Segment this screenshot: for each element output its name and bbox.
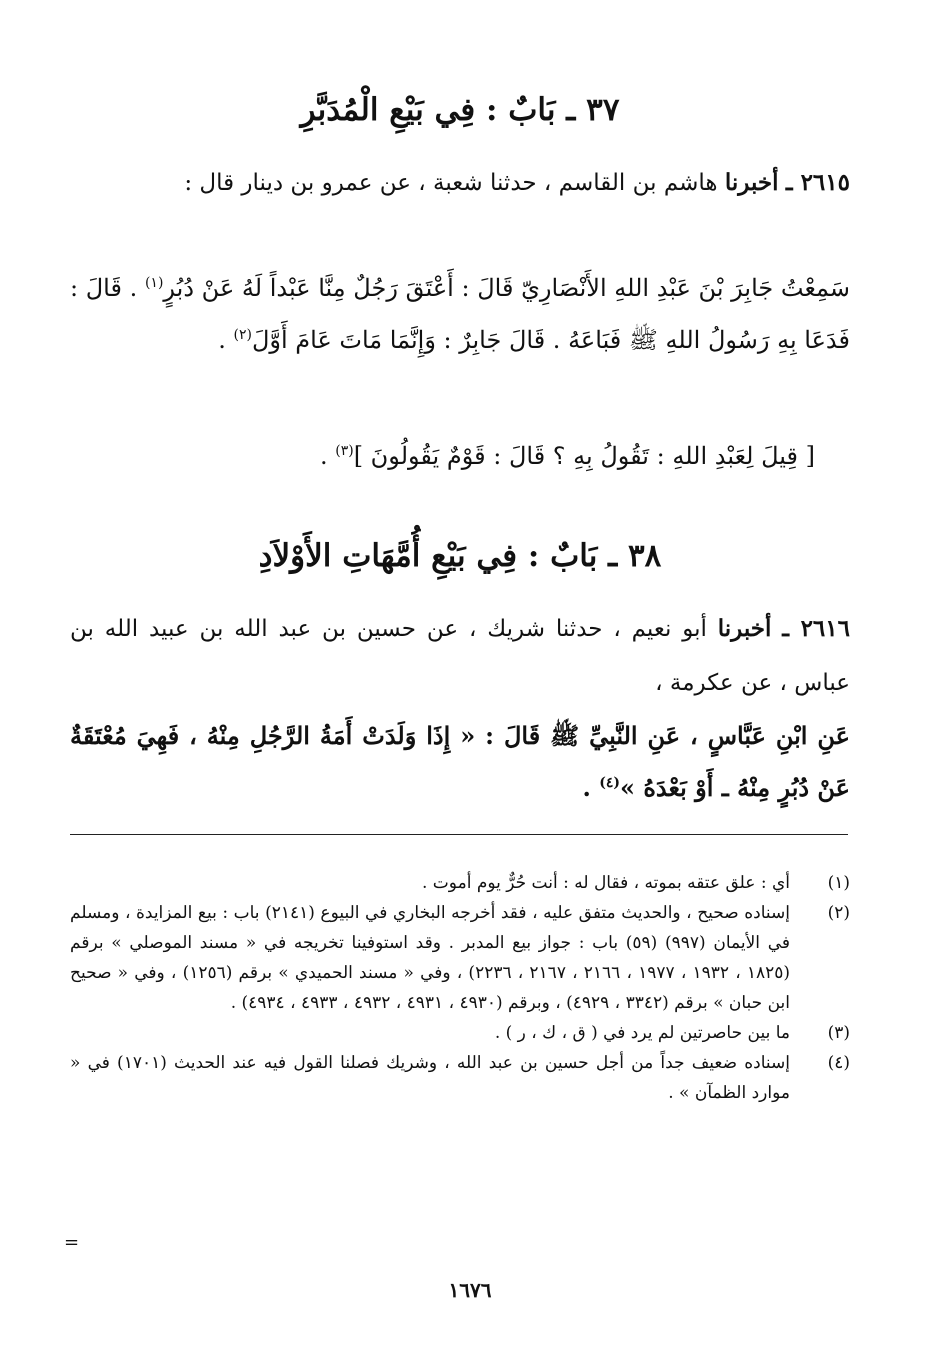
footnote-2 — [70, 898, 850, 1018]
hadith-2615-matn — [70, 262, 850, 366]
chapter-38-title: ٣٨ ـ بَابٌ : فِي بَيْعِ أُمَّهَاتِ الأَوْلاَدِ — [258, 538, 662, 574]
hadith-2615-matn-cont: . قَالَ : فَدَعَا بِهِ رَسُولُ اللهِ ﷺ فَبَاعَهُ . قَالَ جَابِرٌ : وَإِنَّمَا مَاتَ عَامَ أَوَّلَ — [70, 274, 850, 354]
continuation-mark: = — [64, 1232, 80, 1253]
chapter-37-title: ٣٧ ـ بَابٌ : فِي بَيْعِ الْمُدَبَّرِ — [300, 92, 620, 128]
hadith-2616-matn-text: عَنِ ابْنِ عَبَّاسٍ ، عَنِ النَّبِيِّ ﷺ قَالَ : « إِذَا وَلَدَتْ أَمَةُ الرَّجُلِ مِنْهُ ، فَهِيَ مُعْتَقَةٌ عَنْ دُبُرٍ مِنْهُ ـ أَوْ بَعْدَهُ » — [70, 721, 850, 802]
hadith-2615-number: ٢٦١٥ ـ — [785, 169, 850, 196]
footnote-3 — [70, 1018, 850, 1048]
footnote-separator — [70, 834, 848, 835]
hadith-2616-chain: أبو نعيم ، حدثنا شريك ، عن حسين بن عبد الله بن عبيد الله بن عباس ، عن عكرمة ، — [70, 616, 850, 696]
hadith-2616-isnad — [70, 602, 850, 710]
hadith-2616-number: ٢٦١٦ ـ — [782, 615, 850, 642]
hadith-2616-matn-end: . — [582, 773, 591, 802]
footnote-ref-4[interactable]: (٤) — [599, 775, 620, 791]
footnote-number: (٣) — [827, 1023, 850, 1043]
footnote-number: (٢) — [827, 903, 850, 923]
page-number: ١٦٧٦ — [448, 1278, 492, 1302]
footnote-number: (٤) — [827, 1053, 850, 1073]
footnote-number: (١) — [827, 873, 850, 893]
footnote-ref-3[interactable]: (٣) — [335, 443, 354, 459]
hadith-2615-matn-end: . — [218, 326, 226, 354]
hadith-2616-lead: أخبرنا — [717, 615, 772, 642]
hadith-2615-addition — [250, 430, 815, 482]
footnote-ref-2[interactable]: (٢) — [233, 327, 252, 343]
hadith-2615-addition-text: [ قِيلَ لِعَبْدِ اللهِ : تَقُولُ بِهِ ؟ قَالَ : قَوْمٌ يَقُولُونَ ] — [353, 442, 815, 470]
footnote-text: أي : علق عتقه بموته ، فقال له : أنت حُرٌّ يوم أموت . — [422, 873, 790, 893]
hadith-2616-matn — [70, 710, 850, 814]
footnote-text: إسناده ضعيف جداً من أجل حسين بن عبد الله ، وشريك فصلنا القول فيه عند الحديث (١٧٠١) في « موارد الظمآن » . — [70, 1053, 790, 1103]
footnote-text: ما بين حاصرتين لم يرد في ( ق ، ك ، ر ) . — [494, 1023, 790, 1043]
footnote-1 — [70, 868, 850, 898]
hadith-2615-isnad — [70, 156, 850, 210]
hadith-2615-lead: أخبرنا — [724, 169, 779, 196]
hadith-2615-addition-end: . — [319, 442, 328, 470]
hadith-2615-chain: هاشم بن القاسم ، حدثنا شعبة ، عن عمرو بن دينار قال : — [184, 170, 718, 196]
footnotes-section — [70, 868, 850, 1108]
footnote-ref-1[interactable]: (١) — [144, 275, 164, 291]
footnote-text: إسناده صحيح ، والحديث متفق عليه ، فقد أخرجه البخاري في البيوع (٢١٤١) باب : بيع المزايدة ، ومسلم في الأيمان (٩٩٧) (٥٩) باب : جواز بيع المدبر . وقد استوفينا تخريجه في « مسند الموصلي » برقم (١٨٢٥ ، ١٩٣٢ ، ١٩٧٧ ، ٢١٦٦ ، ٢١٦٧ ، ٢٢٣٦) ، وفي « مسند الحميدي » برقم (١٢٥٦) ، وفي « صحيح ابن حبان » برقم (٣٣٤٢ ، ٤٩٢٩) ، وبرقم (٤٩٣٠ ، ٤٩٣١ ، ٤٩٣٢ ، ٤٩٣٣ ، ٤٩٣٤) . — [70, 903, 791, 1013]
footnote-4 — [70, 1048, 850, 1108]
hadith-2615-matn-text: سَمِعْتُ جَابِرَ بْنَ عَبْدِ اللهِ الأَنْصَارِيّ قَالَ : أَعْتَقَ رَجُلٌ مِنَّا عَبْداً لَهُ عَنْ دُبُرٍ — [163, 274, 851, 302]
